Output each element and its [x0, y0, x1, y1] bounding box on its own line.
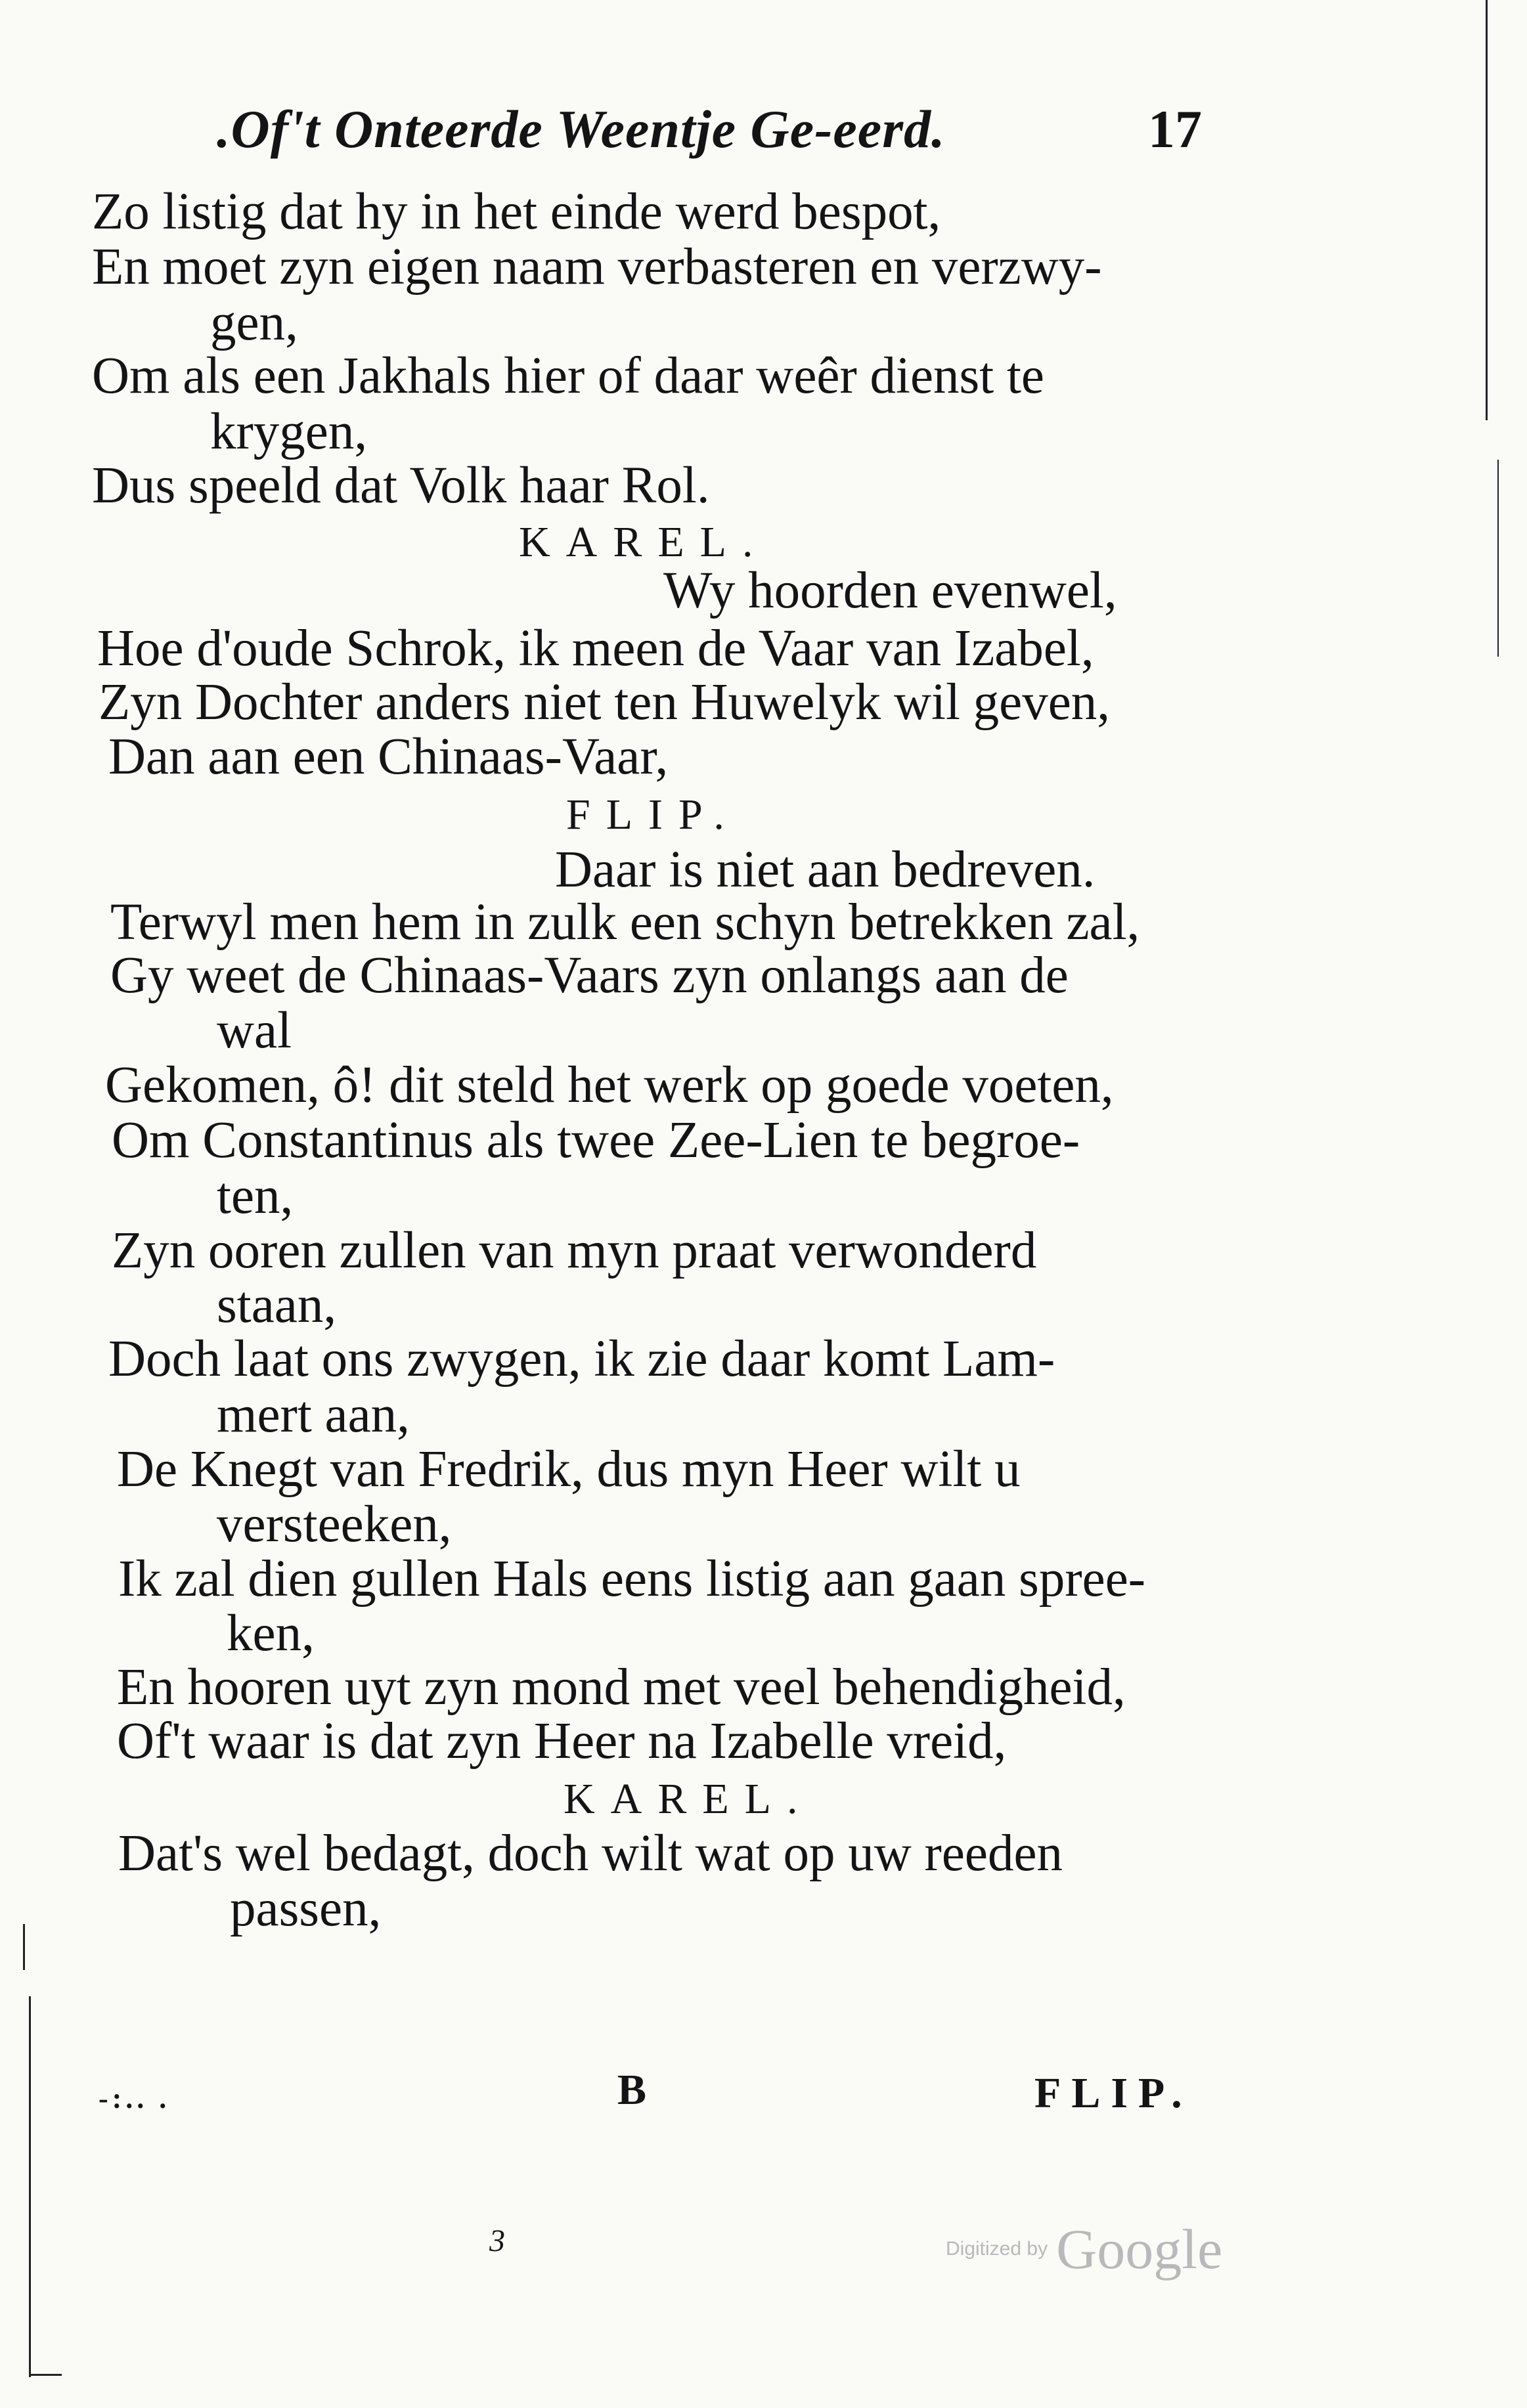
verse-line: De Knegt van Fredrik, dus myn Heer wilt u — [117, 1441, 1021, 1498]
signature-mark: B — [617, 2066, 647, 2114]
verse-line: Hoe d'oude Schrok, ik meen de Vaar van Izabel, — [97, 620, 1094, 677]
verse-line: Zyn Dochter anders niet ten Huwelyk wil geven, — [99, 674, 1111, 731]
verse-line-continuation: krygen, — [210, 403, 368, 460]
verse-line: Daar is niet aan bedreven. — [555, 841, 1095, 898]
verse-line: Gekomen, ô! dit steld het werk op goede voeten, — [105, 1057, 1114, 1114]
running-title: .Of't Onteerde Weentje Ge-eerd. — [217, 99, 946, 159]
verse-line: Gy weet de Chinaas-Vaars zyn onlangs aan de — [110, 947, 1069, 1004]
watermark-prefix: Digitized by — [946, 2238, 1048, 2260]
verse-line: Dan aan een Chinaas-Vaar, — [108, 728, 669, 785]
verse-line: Om als een Jakhals hier of daar weêr dienst te — [92, 347, 1044, 405]
catchword: FLIP. — [1034, 2069, 1193, 2117]
verse-line: Zyn ooren zullen van myn praat verwonderd — [112, 1222, 1037, 1279]
page-edge-line — [1497, 460, 1499, 657]
verse-line: Dat's wel bedagt, doch wilt wat op uw reeden — [118, 1825, 1063, 1882]
verse-line-continuation: ken, — [227, 1605, 315, 1662]
speaker-name: KAREL. — [564, 1775, 814, 1823]
verse-line: Dus speeld dat Volk haar Rol. — [92, 457, 710, 514]
verse-line: Om Constantinus als twee Zee-Lien te begroe- — [112, 1112, 1080, 1169]
google-logo: Google — [1056, 2218, 1223, 2281]
verse-line-continuation: wal — [217, 1002, 292, 1059]
speaker-name: KAREL. — [519, 518, 769, 566]
verse-line: Ik zal dien gullen Hals eens listig aan gaan spree- — [118, 1550, 1146, 1608]
verse-line: Wy hoorden evenwel, — [663, 562, 1117, 619]
verse-line: En hooren uyt zyn mond met veel behendigheid, — [117, 1659, 1126, 1716]
page-header — [217, 99, 1202, 171]
verse-line-continuation: staan, — [217, 1277, 337, 1334]
verse-line: Of't waar is dat zyn Heer na Izabelle vreid, — [117, 1713, 1007, 1770]
verse-line: Terwyl men hem in zulk een schyn betrekken zal, — [110, 894, 1140, 951]
verse-line-continuation: versteeken, — [217, 1496, 452, 1553]
digitized-watermark — [946, 2216, 1222, 2282]
leaf-number: 3 — [489, 2223, 505, 2258]
verse-line-continuation: passen, — [230, 1880, 382, 1937]
verse-line: En moet zyn eigen naam verbasteren en verzwy- — [92, 238, 1102, 296]
page-edge-line — [1486, 0, 1488, 420]
verse-line: Doch laat ons zwygen, ik zie daar komt Lam- — [108, 1330, 1055, 1388]
page-edge-line — [23, 1924, 25, 1970]
verse-line-continuation: gen, — [210, 294, 298, 351]
printer-marks: -:.. . — [99, 2082, 171, 2114]
page-edge-line — [29, 2374, 62, 2376]
speaker-name: FLIP. — [566, 791, 740, 839]
verse-line: Zo listig dat hy in het einde werd bespot, — [92, 183, 941, 240]
verse-line-continuation: mert aan, — [217, 1386, 410, 1443]
verse-line-continuation: ten, — [217, 1168, 294, 1225]
page-number: 17 — [1148, 99, 1202, 159]
page-edge-line — [29, 1996, 31, 2377]
